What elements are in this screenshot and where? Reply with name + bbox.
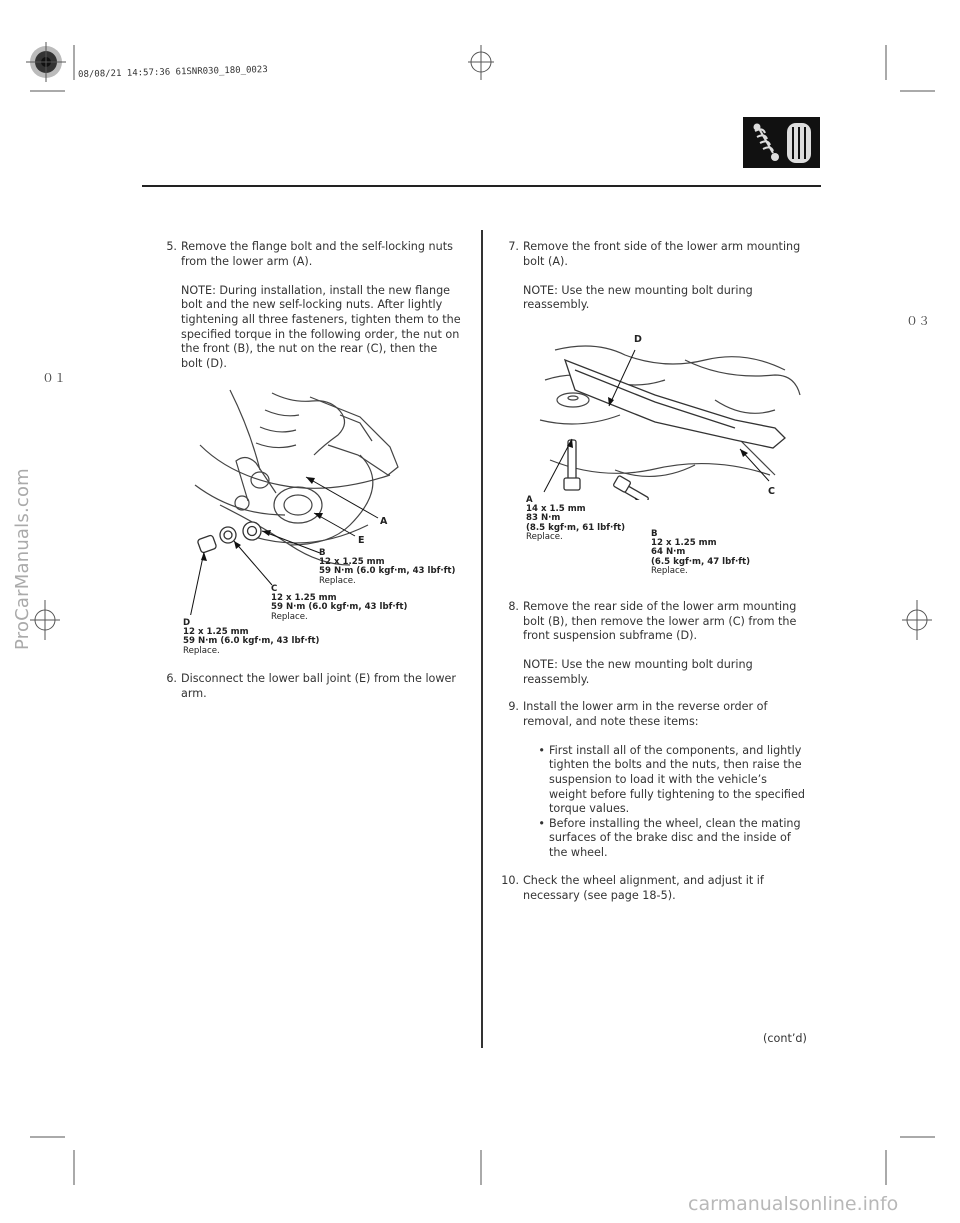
fig2-label-d: D [634,334,642,345]
watermark-bottom: carmanualsonline.info [688,1193,899,1215]
fig1-c-size: 12 x 1.25 mm [271,593,337,604]
fig1-c-note: Replace. [271,611,308,622]
column-divider [481,230,483,1048]
step-7-note: NOTE: Use the new mounting bolt during reassembly. [523,283,753,312]
fig2-callout-b [651,530,750,576]
watermark-left: ProCarManuals.com [12,468,33,650]
fig1-callout-b [319,549,455,586]
figure-lower-arm-mounting-bolts [535,340,805,500]
step-5-number: 5. [166,240,177,253]
step-8 [508,600,805,688]
step-8-note: NOTE: Use the new mounting bolt during reassembly. [523,658,753,686]
step-9-text: Install the lower arm in the reverse order of removal, and note these items: [523,700,768,728]
step-8-text: Remove the rear side of the lower arm mounting bolt (B), then remove the lower arm (C) from the front suspension subframe (D). [523,600,797,643]
suspension-icon [743,117,820,168]
fig1-d-torque: 59 N·m (6.0 kgf·m, 43 lbf·ft) [183,636,320,647]
step-5 [166,240,461,371]
fig2-b-note: Replace. [651,565,688,576]
fig2-callout-a [526,496,625,542]
fig2-label-c: C [768,486,775,497]
fig2-b-torque2: (6.5 kgf·m, 47 lbf·ft) [651,556,751,567]
fig1-d-size: 12 x 1.25 mm [183,627,249,638]
print-stamp: 08/08/21 14:57:36 61SNR030_180_0023 [78,65,268,80]
fig1-d-letter: D [183,618,191,628]
side-mark-right: ０３ [906,314,931,328]
fig1-b-letter: B [319,548,326,558]
step-9-number: 9. [508,700,519,713]
fig1-c-torque: 59 N·m (6.0 kgf·m, 43 lbf·ft) [271,602,408,613]
fig1-label-a: A [380,516,388,527]
step-9-bullet-2: • Before installing the wheel, clean the mating surfaces of the brake disc and the inside of the wheel. [538,816,801,859]
fig2-b-torque: 64 N·m [651,547,686,558]
fig1-c-letter: C [271,584,278,594]
fig1-callout-d [183,619,319,656]
crosshair-target-icon [24,40,68,84]
step-6 [166,672,461,701]
fig2-a-torque: 83 N·m [526,513,561,524]
fig1-label-e: E [358,535,365,546]
step-6-number: 6. [166,672,177,685]
fig1-d-note: Replace. [183,645,220,656]
step-7 [508,240,803,313]
fig1-b-torque: 59 N·m (6.0 kgf·m, 43 lbf·ft) [319,566,456,577]
step-10-text: Check the wheel alignment, and adjust it if necessary (see page 18-5). [523,874,764,902]
step-5-text: Remove the flange bolt and the self-locking nuts from the lower arm (A). [181,240,453,268]
fig2-b-size: 12 x 1.25 mm [651,538,717,549]
step-6-text: Disconnect the lower ball joint (E) from the lower arm. [181,672,457,700]
step-9-bullet-2-text: Before installing the wheel, clean the mating surfaces of the brake disc and the inside of the wheel. [549,816,801,859]
continued-label: (cont’d) [763,1032,807,1045]
fig1-b-note: Replace. [319,575,356,586]
step-10 [501,874,805,903]
fig2-a-size: 14 x 1.5 mm [526,504,586,515]
fig1-callout-c [271,585,407,622]
step-8-number: 8. [508,600,519,613]
fig2-a-torque2: (8.5 kgf·m, 61 lbf·ft) [526,522,626,533]
step-5-note: NOTE: During installation, install the new flange bolt and the new self-locking nuts. After lightly tightening all three fasteners, tighten them to the specified torque in the following order, the nut on the front (B), the nut on the rear (C), then the bolt (D). [181,283,461,370]
fig2-b-letter: B [651,529,658,539]
step-9-bullet-1: • First install all of the components, and lightly tighten the bolts and the nuts, then raise the suspension to load it with the vehicle’s weight before fully tightening to the specified torque values. [538,743,805,816]
fig2-a-letter: A [526,495,533,505]
side-mark-left: ０１ [42,371,67,385]
step-9-bullet-1-text: First install all of the components, and lightly tighten the bolts and the nuts, then raise the suspension to load it with the vehicle’s weight before fully tightening to the specified torque values. [549,743,805,816]
fig1-b-size: 12 x 1.25 mm [319,557,385,568]
step-10-number: 10. [501,874,519,887]
header-rule [142,185,821,187]
fig2-a-note: Replace. [526,531,563,542]
step-9 [508,700,805,861]
step-7-number: 7. [508,240,519,253]
step-7-text: Remove the front side of the lower arm mounting bolt (A). [523,240,801,268]
